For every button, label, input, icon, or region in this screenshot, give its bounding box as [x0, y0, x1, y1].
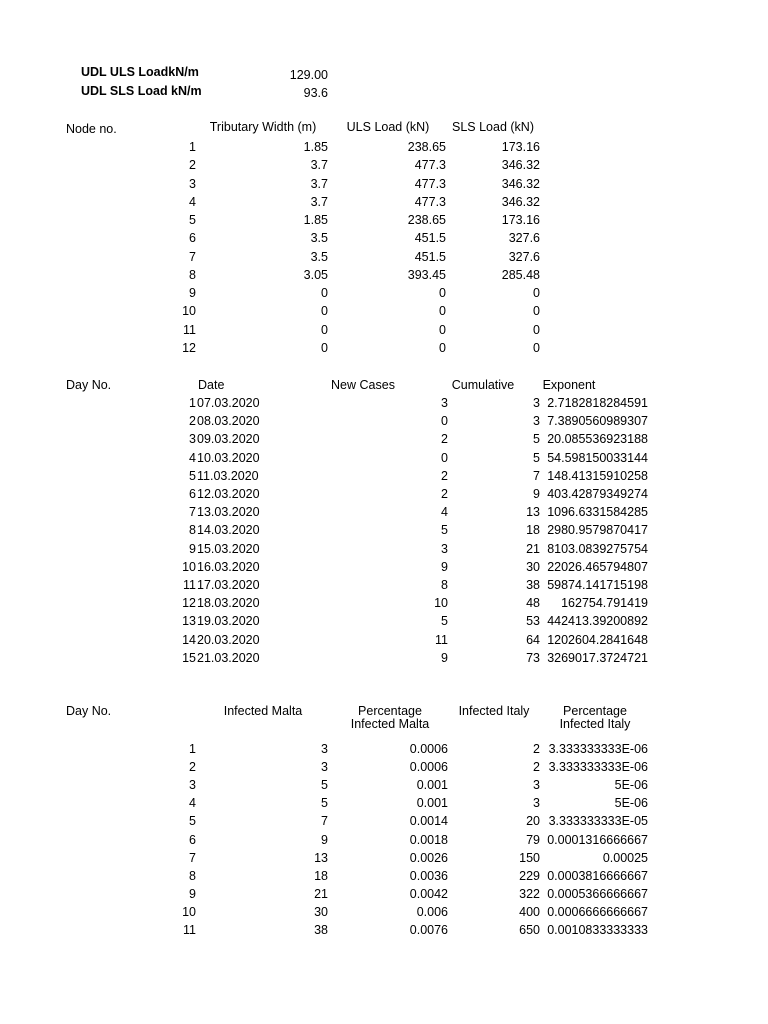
node-number-cell: 12	[182, 340, 196, 355]
day-number-cell: 2	[189, 760, 196, 775]
cumulative-cell: 73	[526, 650, 540, 665]
infected-italy-cell: 2	[533, 760, 540, 775]
day-number-cell: 4	[189, 796, 196, 811]
date-cell: 07.03.2020	[197, 396, 260, 410]
sls-load-cell: 327.6	[508, 231, 540, 246]
percentage-malta-cell: 0.0006	[409, 760, 448, 775]
uls-load-cell: 0	[439, 286, 446, 301]
day-number-cell: 1	[189, 742, 196, 756]
uls-load-cell: 238.65	[407, 213, 446, 228]
percentage-italy-cell: 3.333333333E-06	[548, 760, 648, 775]
percentage-italy-cell: 5E-06	[614, 796, 648, 811]
day-number-cell: 1	[189, 396, 196, 410]
exponent-cell: 3269017.3724721	[547, 650, 648, 665]
node-number-cell: 1	[189, 140, 196, 154]
percentage-italy-cell: 0.0006666666667	[547, 904, 648, 919]
new-cases-cell: 2	[441, 432, 448, 447]
tributary-width-cell: 0	[321, 340, 328, 355]
load-header-uls: ULS Load (kN)	[346, 120, 430, 134]
day-number-cell: 7	[189, 505, 196, 520]
exponent-cell: 1096.6331584285	[547, 505, 648, 520]
percentage-italy-cell: 5E-06	[614, 778, 648, 793]
infected-italy-cell: 3	[533, 796, 540, 811]
exponent-cell: 54.598150033144	[547, 450, 648, 465]
sls-load-cell: 0	[533, 322, 540, 337]
infected-italy-cell: 2	[533, 742, 540, 756]
percentage-malta-cell: 0.0014	[409, 814, 448, 829]
new-cases-cell: 9	[441, 559, 448, 574]
date-cell: 11.03.2020	[197, 468, 259, 483]
new-cases-cell: 5	[441, 523, 448, 538]
tributary-width-cell: 0	[321, 286, 328, 301]
node-number-cell: 7	[189, 249, 196, 264]
cumulative-cell: 18	[526, 523, 540, 538]
percentage-malta-cell: 0.006	[416, 904, 448, 919]
percentage-malta-cell: 0.001	[416, 796, 448, 811]
day-number-cell: 4	[189, 450, 196, 465]
exponent-cell: 1202604.2841648	[547, 632, 648, 647]
day-number-cell: 3	[189, 432, 196, 447]
udl-uls-value: 129.00	[289, 68, 328, 82]
percentage-italy-cell: 3.333333333E-05	[548, 814, 648, 829]
infected-header-day: Day No.	[66, 704, 112, 718]
exponent-cell: 20.085536923188	[547, 432, 648, 447]
tributary-width-cell: 0	[321, 322, 328, 337]
percentage-malta-cell: 0.0018	[409, 832, 448, 847]
uls-load-cell: 451.5	[414, 249, 446, 264]
new-cases-cell: 5	[441, 614, 448, 629]
date-cell: 14.03.2020	[197, 523, 260, 538]
day-number-cell: 8	[189, 868, 196, 883]
tributary-width-cell: 3.7	[310, 176, 328, 191]
infected-malta-cell: 7	[321, 814, 328, 829]
new-cases-cell: 3	[441, 541, 448, 556]
exponent-cell: 162754.791419	[561, 596, 648, 611]
infected-malta-cell: 5	[321, 778, 328, 793]
cumulative-cell: 53	[526, 614, 540, 629]
date-cell: 09.03.2020	[197, 432, 260, 447]
udl-sls-value: 93.6	[303, 86, 328, 100]
infected-header-italy: Infected Italy	[458, 704, 530, 718]
date-cell: 13.03.2020	[197, 505, 260, 520]
node-number-cell: 5	[189, 213, 196, 228]
day-number-cell: 7	[189, 850, 196, 865]
cumulative-cell: 64	[526, 632, 540, 647]
exponent-cell: 2.7182818284591	[547, 396, 648, 410]
percentage-malta-cell: 0.0042	[409, 886, 448, 901]
percentage-italy-cell: 0.0010833333333	[547, 923, 648, 937]
infected-malta-cell: 3	[321, 760, 328, 775]
infected-italy-cell: 79	[526, 832, 540, 847]
new-cases-cell: 3	[441, 396, 448, 410]
node-number-cell: 8	[189, 267, 196, 282]
percentage-italy-cell: 0.0003816666667	[547, 868, 648, 883]
infected-malta-cell: 3	[321, 742, 328, 756]
day-number-cell: 2	[189, 414, 196, 429]
date-cell: 18.03.2020	[197, 596, 260, 611]
tributary-width-cell: 3.5	[310, 249, 328, 264]
cases-header-day: Day No.	[66, 378, 112, 392]
date-cell: 15.03.2020	[197, 541, 260, 556]
percentage-malta-cell: 0.001	[416, 778, 448, 793]
uls-load-cell: 451.5	[414, 231, 446, 246]
sls-load-cell: 285.48	[501, 267, 540, 282]
infected-malta-cell: 18	[314, 868, 328, 883]
uls-load-cell: 393.45	[407, 267, 446, 282]
percentage-malta-cell: 0.0036	[409, 868, 448, 883]
date-cell: 12.03.2020	[197, 487, 260, 501]
node-number-cell: 4	[189, 194, 196, 209]
cumulative-cell: 3	[533, 396, 540, 410]
uls-load-cell: 0	[439, 322, 446, 337]
exponent-cell: 442413.39200892	[547, 614, 648, 629]
cumulative-cell: 13	[526, 505, 540, 520]
infected-italy-cell: 3	[533, 778, 540, 793]
udl-sls-label: UDL SLS Load kN/m	[81, 84, 202, 98]
tributary-width-cell: 1.85	[303, 213, 328, 228]
cumulative-cell: 21	[526, 541, 540, 556]
infected-italy-cell: 229	[519, 868, 540, 883]
cases-header-cumulative: Cumulative	[451, 378, 515, 392]
new-cases-cell: 9	[441, 650, 448, 665]
sls-load-cell: 346.32	[501, 194, 540, 209]
day-number-cell: 12	[182, 596, 196, 611]
tributary-width-cell: 3.7	[310, 194, 328, 209]
cumulative-cell: 48	[526, 596, 540, 611]
node-number-cell: 10	[182, 304, 196, 319]
percentage-italy-cell: 0.0001316666667	[547, 832, 648, 847]
new-cases-cell: 4	[441, 505, 448, 520]
infected-italy-cell: 322	[519, 886, 540, 901]
date-cell: 16.03.2020	[197, 559, 260, 574]
sls-load-cell: 346.32	[501, 158, 540, 173]
infected-malta-cell: 30	[314, 904, 328, 919]
day-number-cell: 11	[183, 923, 196, 937]
date-cell: 20.03.2020	[197, 632, 260, 647]
cumulative-cell: 5	[533, 432, 540, 447]
date-cell: 17.03.2020	[197, 578, 260, 592]
infected-header-pct-malta-line1: Percentage	[358, 704, 422, 718]
cumulative-cell: 5	[533, 450, 540, 465]
exponent-cell: 403.42879349274	[547, 487, 648, 501]
day-number-cell: 10	[182, 559, 196, 574]
day-number-cell: 13	[182, 614, 196, 629]
percentage-malta-cell: 0.0026	[409, 850, 448, 865]
cases-header-new: New Cases	[331, 378, 395, 392]
exponent-cell: 2980.9579870417	[547, 523, 648, 538]
cases-header-date: Date	[198, 378, 225, 392]
date-cell: 21.03.2020	[197, 650, 260, 665]
cumulative-cell: 3	[533, 414, 540, 429]
day-number-cell: 15	[182, 650, 196, 665]
day-number-cell: 11	[183, 578, 196, 592]
uls-load-cell: 477.3	[414, 176, 446, 191]
load-header-width: Tributary Width (m)	[209, 120, 317, 134]
infected-malta-cell: 21	[314, 886, 328, 901]
infected-italy-cell: 20	[526, 814, 540, 829]
infected-header-pct-italy-line1: Percentage	[563, 704, 627, 718]
new-cases-cell: 10	[434, 596, 448, 611]
exponent-cell: 59874.141715198	[547, 578, 648, 592]
percentage-italy-cell: 3.333333333E-06	[548, 742, 648, 756]
exponent-cell: 8103.0839275754	[547, 541, 648, 556]
infected-malta-cell: 9	[321, 832, 328, 847]
day-number-cell: 14	[182, 632, 196, 647]
day-number-cell: 6	[189, 832, 196, 847]
day-number-cell: 8	[189, 523, 196, 538]
new-cases-cell: 0	[441, 450, 448, 465]
cases-header-exponent: Exponent	[542, 378, 596, 392]
uls-load-cell: 0	[439, 304, 446, 319]
infected-italy-cell: 150	[519, 850, 540, 865]
infected-malta-cell: 13	[314, 850, 328, 865]
sls-load-cell: 327.6	[508, 249, 540, 264]
exponent-cell: 7.3890560989307	[547, 414, 648, 429]
udl-uls-label: UDL ULS LoadkN/m	[81, 65, 199, 79]
infected-header-malta: Infected Malta	[223, 704, 303, 718]
tributary-width-cell: 0	[321, 304, 328, 319]
load-header-node: Node no.	[66, 122, 117, 136]
new-cases-cell: 0	[441, 414, 448, 429]
percentage-malta-cell: 0.0076	[409, 923, 448, 937]
date-cell: 08.03.2020	[197, 414, 260, 429]
percentage-italy-cell: 0.00025	[602, 850, 648, 865]
node-number-cell: 2	[189, 158, 196, 173]
sls-load-cell: 173.16	[501, 140, 540, 154]
sls-load-cell: 173.16	[501, 213, 540, 228]
percentage-malta-cell: 0.0006	[409, 742, 448, 756]
infected-malta-cell: 5	[321, 796, 328, 811]
exponent-cell: 22026.465794807	[547, 559, 648, 574]
uls-load-cell: 477.3	[414, 194, 446, 209]
date-cell: 10.03.2020	[197, 450, 260, 465]
date-cell: 19.03.2020	[197, 614, 260, 629]
sls-load-cell: 0	[533, 286, 540, 301]
new-cases-cell: 11	[435, 632, 448, 647]
sls-load-cell: 346.32	[501, 176, 540, 191]
infected-header-pct-italy-line2: Infected Italy	[559, 717, 631, 731]
cumulative-cell: 30	[526, 559, 540, 574]
tributary-width-cell: 3.7	[310, 158, 328, 173]
new-cases-cell: 2	[441, 468, 448, 483]
sls-load-cell: 0	[533, 304, 540, 319]
uls-load-cell: 0	[439, 340, 446, 355]
infected-italy-cell: 400	[519, 904, 540, 919]
day-number-cell: 9	[189, 886, 196, 901]
cumulative-cell: 38	[526, 578, 540, 592]
uls-load-cell: 477.3	[414, 158, 446, 173]
infected-italy-cell: 650	[519, 923, 540, 937]
day-number-cell: 5	[189, 468, 196, 483]
cumulative-cell: 7	[533, 468, 540, 483]
exponent-cell: 148.41315910258	[547, 468, 648, 483]
tributary-width-cell: 1.85	[303, 140, 328, 154]
new-cases-cell: 8	[441, 578, 448, 592]
node-number-cell: 3	[189, 176, 196, 191]
node-number-cell: 11	[183, 322, 196, 337]
infected-header-pct-malta-line2: Infected Malta	[350, 717, 430, 731]
day-number-cell: 6	[189, 487, 196, 501]
node-number-cell: 9	[189, 286, 196, 301]
day-number-cell: 10	[182, 904, 196, 919]
day-number-cell: 9	[189, 541, 196, 556]
new-cases-cell: 2	[441, 487, 448, 501]
cumulative-cell: 9	[533, 487, 540, 501]
day-number-cell: 5	[189, 814, 196, 829]
uls-load-cell: 238.65	[407, 140, 446, 154]
node-number-cell: 6	[189, 231, 196, 246]
day-number-cell: 3	[189, 778, 196, 793]
sls-load-cell: 0	[533, 340, 540, 355]
percentage-italy-cell: 0.0005366666667	[547, 886, 648, 901]
tributary-width-cell: 3.5	[310, 231, 328, 246]
tributary-width-cell: 3.05	[303, 267, 328, 282]
load-header-sls: SLS Load (kN)	[452, 120, 534, 134]
infected-malta-cell: 38	[314, 923, 328, 937]
